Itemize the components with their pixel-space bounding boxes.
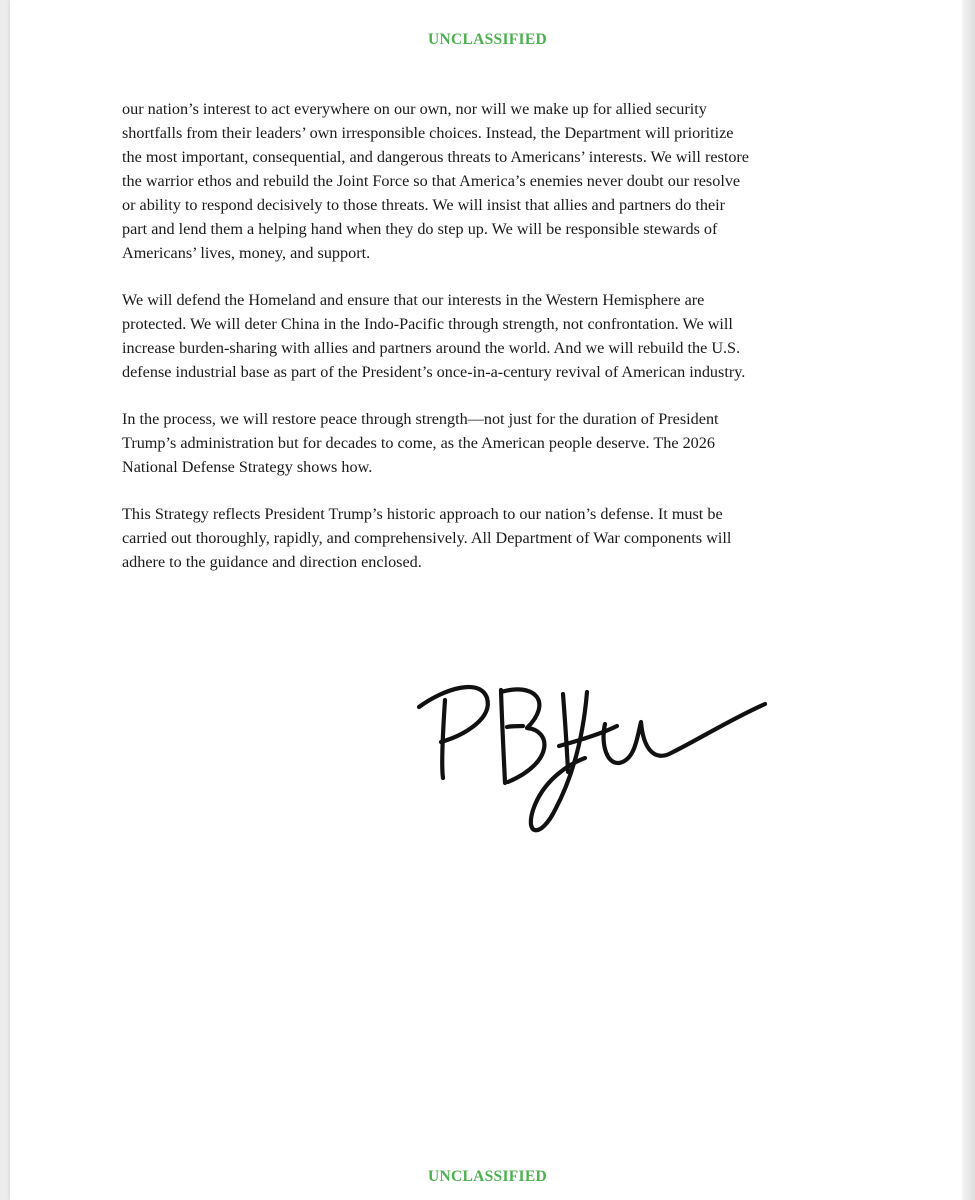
classification-marking-bottom: UNCLASSIFIED [427, 1168, 548, 1185]
paragraph-4: This Strategy reflects President Trump’s historic approach to our nation’s defense. It must be carried out thoroughly, rapidly, and comprehensively. All Department of War components will adhere to the guidance and direction enclosed. [122, 505, 732, 571]
paragraph-2: We will defend the Homeland and ensure that our interests in the Western Hemisphere are protected. We will deter China in the Indo-Pacific through strength, not confrontation. We will increase burden-sharing with allies and partners around the world. And we will rebuild the U.S. defense industrial base as part of the President’s once-in-a-century revival of American industry. [122, 291, 746, 381]
document-body [122, 97, 867, 597]
paragraph-1: our nation’s interest to act everywhere on our own, nor will we make up for allied security shortfalls from their leaders’ own irresponsible choices. Instead, the Department will prioritize the most important, consequential, and dangerous threats to Americans’ interests. We will restore the warrior ethos and rebuild the Joint Force so that America’s enemies never doubt our resolve or ability to respond decisively to those threats. We will insist that allies and partners do their part and lend them a helping hand when they do step up. We will be responsible stewards of Americans’ lives, money, and support. [122, 100, 749, 262]
paragraph-3: In the process, we will restore peace through strength—not just for the duration of President Trump’s administration but for decades to come, as the American people deserve. The 2026 National Defense Strategy shows how. [122, 410, 719, 476]
handwritten-signature [405, 660, 775, 860]
classification-marking-top: UNCLASSIFIED [427, 31, 548, 48]
page-edge-shadow [962, 0, 975, 1200]
